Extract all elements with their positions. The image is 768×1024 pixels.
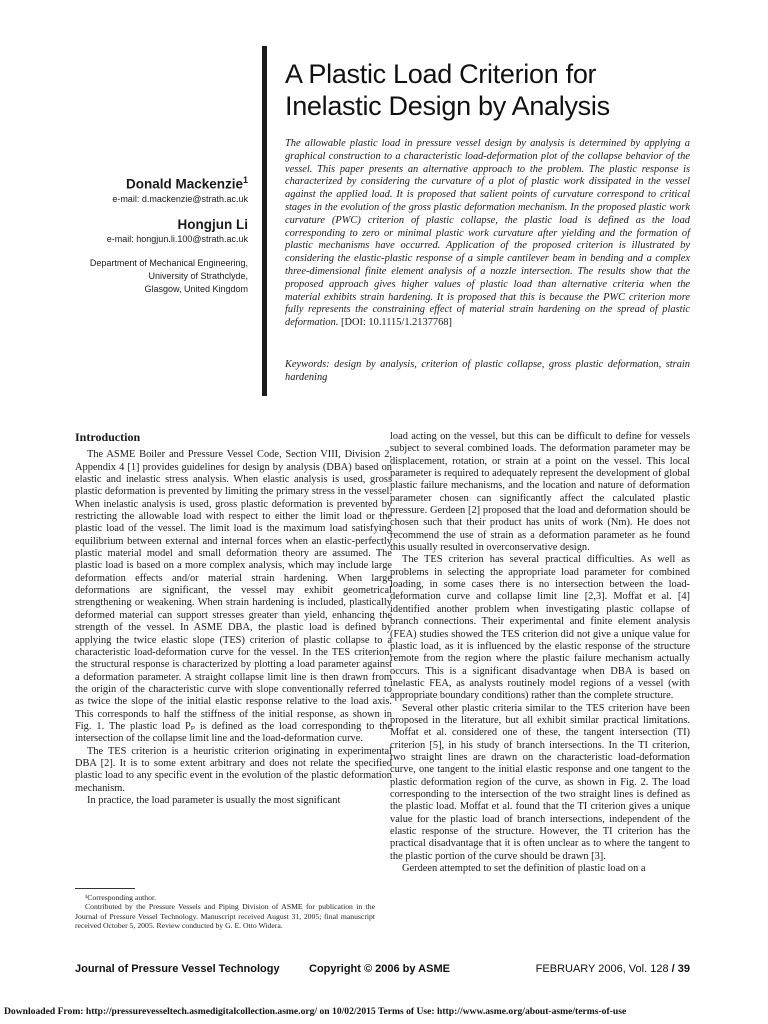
footnote-line: ¹Corresponding author. <box>85 893 157 902</box>
keywords: Keywords: design by analysis, criterion of plastic collapse, gross plastic deformation, strain hardening <box>285 359 690 383</box>
body-column-right <box>390 431 690 875</box>
author-email: e-mail: d.mackenzie@strath.ac.uk <box>112 193 248 204</box>
journal-name: Journal of Pressure Vessel Technology <box>75 963 280 975</box>
paper-title-line-1: A Plastic Load Criterion for <box>285 59 597 89</box>
issue-date-volume: FEBRUARY 2006, Vol. 128 <box>535 963 669 975</box>
body-paragraph: In practice, the load parameter is usually the most significant <box>87 794 341 806</box>
body-paragraph: Gerdeen attempted to set the definition of plastic load on a <box>402 863 646 875</box>
abstract <box>285 138 690 330</box>
author-name: Hongjun Li <box>177 216 248 232</box>
affiliation <box>60 257 248 296</box>
title-rule <box>262 46 267 396</box>
doi-link[interactable]: [DOI: 10.1115/1.2137768] <box>341 317 452 329</box>
paper-title-line-2: Inelastic Design by Analysis <box>285 91 610 121</box>
footnote-rule <box>75 888 135 889</box>
author-block <box>60 172 248 296</box>
page-number: / 39 <box>671 963 690 975</box>
body-paragraph: load acting on the vessel, but this can be difficult to define for vessels subject to several combined loads. The deformation parameter may be displacement, rotation, or strain at a point on the vessel. This local parameter is required to adequately represent the development of global plastic failure mechanisms, and the location and nature of deformation parameter chosen can significantly affect the calculated plastic pressure. Gerdeen [2] proposed that the load and deformation should be chosen such that their product has units of work (Nm). He does not recommend the use of strain as a deformation parameter as he found this usually resulted in overconservative design. <box>390 431 690 554</box>
body-column-left <box>75 431 392 807</box>
author-name: Donald Mackenzie$^1$ <box>125 175 248 192</box>
footnote <box>75 893 375 931</box>
affiliation-line: University of Strathclyde, <box>148 270 248 281</box>
paper-title <box>285 58 745 122</box>
author-footnote-mark: 1 <box>242 175 248 185</box>
section-heading: Introduction <box>75 430 141 444</box>
issue-info <box>536 963 690 975</box>
footnote-line: Contributed by the Pressure Vessels and Piping Division of ASME for publication in the Journal of Pressure Vessel Technology. Manuscript received August 31, 2005; final manuscript received October 5, 2005. Review conducted by G. E. Otto Widera. <box>75 902 375 931</box>
affiliation-line: Glasgow, United Kingdom <box>144 283 248 294</box>
body-paragraph: The ASME Boiler and Pressure Vessel Code, Section VIII, Division 2, Appendix 4 [1] provides guidelines for design by analysis (DBA) based on elastic and inelastic stress analysis. When elastic analysis is used, gross plastic deformation is prevented by limiting the primary stress in the vessel. When inelastic analysis is used, gross plastic deformation is prevented by restricting the allowable load with respect to either the limit load or the plastic load of the vessel. The limit load is the maximum load satisfying equilibrium between external and internal forces when an elastic-perfectly plastic material model and small deformation theory are assumed. The plastic load is based on a more complex analysis, which may include large deformation effects and/or material strain hardening. When large deformations are significant, the vessel may exhibit geometrical strengthening or weakening. When strain hardening is included, plastically deformed material can support stresses greater than yield, enhancing the strength of the vessel. In ASME DBA, the plastic load is defined by applying the twice elastic slope (TES) criterion of plastic collapse to a characteristic load-deformation curve for the vessel. In the TES criterion, the structural response is characterized by plotting a load parameter against a deformation parameter. A straight collapse limit line is then drawn from the origin of the characteristic curve with slope conventionally referred to as twice the slope of the initial elastic response relative to the load axis. This corresponds to half the stiffness of the initial response, as shown in Fig. 1. The plastic load Pₚ is defined as the load corresponding to the intersection of the collapse limit line and the load-deformation curve. <box>75 449 392 745</box>
body-paragraph: The TES criterion is a heuristic criterion originating in experimental DBA [2]. It is to some extent arbitrary and does not relate the specified plastic load to any specific event in the evolution of the plastic deformation mechanism. <box>75 745 392 794</box>
author-email: e-mail: hongjun.li.100@strath.ac.uk <box>106 233 248 244</box>
download-banner: Downloaded From: http://pressurevesseltech.asmedigitalcollection.asme.org/ on 10/02/2015 Terms of Use: http://www.asme.org/about-asme/terms-of-use <box>4 1006 627 1017</box>
body-paragraph: The TES criterion has several practical difficulties. As well as problems in selecting the appropriate load parameter for combined loading, in some cases there is no intersection between the load-deformation curve and collapse limit line [2,3]. Moffat et al. [4] identified another problem when investigating plastic collapse of branch connections. Their experimental and finite element analysis (FEA) studies showed the TES criterion did not give a unique value for plastic load, as it is influenced by the elastic response of the structure remote from the region where the plastic failure mechanism actually occurs. This is a significant disadvantage when DBA is based on inelastic FEA, as analysts routinely model regions of a vessel (with appropriate boundary conditions) rather than the complete structure. <box>390 554 690 702</box>
running-footer <box>75 963 690 979</box>
affiliation-line: Department of Mechanical Engineering, <box>89 257 248 268</box>
abstract-text: The allowable plastic load in pressure vessel design by analysis is determined by applying a graphical construction to a characteristic load-deformation plot of the collapse behavior of the vessel. This paper presents an alternative approach to the problem. The plastic response is characterized by considering the curvature of a plot of plastic work dissipated in the vessel against the applied load. It is proposed that salient points of curvature correspond to critical stages in the evolution of the gross plastic deformation mechanism. In the proposed plastic work curvature (PWC) criterion of plastic collapse, the plastic load is defined as the load corresponding to zero or minimal plastic work curvature after yielding and the formation of plastic mechanisms have occurred. Application of the proposed criterion is illustrated by considering the elastic-plastic response of a simple cantilever beam in bending and a complex three-dimensional finite element analysis of a nozzle intersection. The results show that the proposed approach gives higher values of plastic load than alternative criteria when the material exhibits strain hardening. It is proposed that this is because the PWC criterion more fully represents the constraining effect of material strain hardening on the spread of plastic deformation. <box>285 138 690 329</box>
body-paragraph: Several other plastic criteria similar to the TES criterion have been proposed in the literature, but all exhibit similar practical limitations. Moffat et al. considered one of these, the tangent intersection (TI) criterion [5], in his study of branch intersections. In the TI criterion, two straight lines are drawn on the characteristic load-deformation curve, one tangent to the initial elastic response and one tangent to the plastic deformation region of the curve, as shown in Fig. 2. The load corresponding to the intersection of the two straight lines is defined as the plastic load. Moffat et al. found that the TI criterion gives a unique value for the plastic load of branch intersections, independent of the elastic response of the structure. However, the TI criterion has the practical disadvantage that it is often unclear as to where the tangent to the plastic portion of the curve should be drawn [3]. <box>390 702 690 862</box>
copyright-notice: Copyright © 2006 by ASME <box>309 963 450 975</box>
